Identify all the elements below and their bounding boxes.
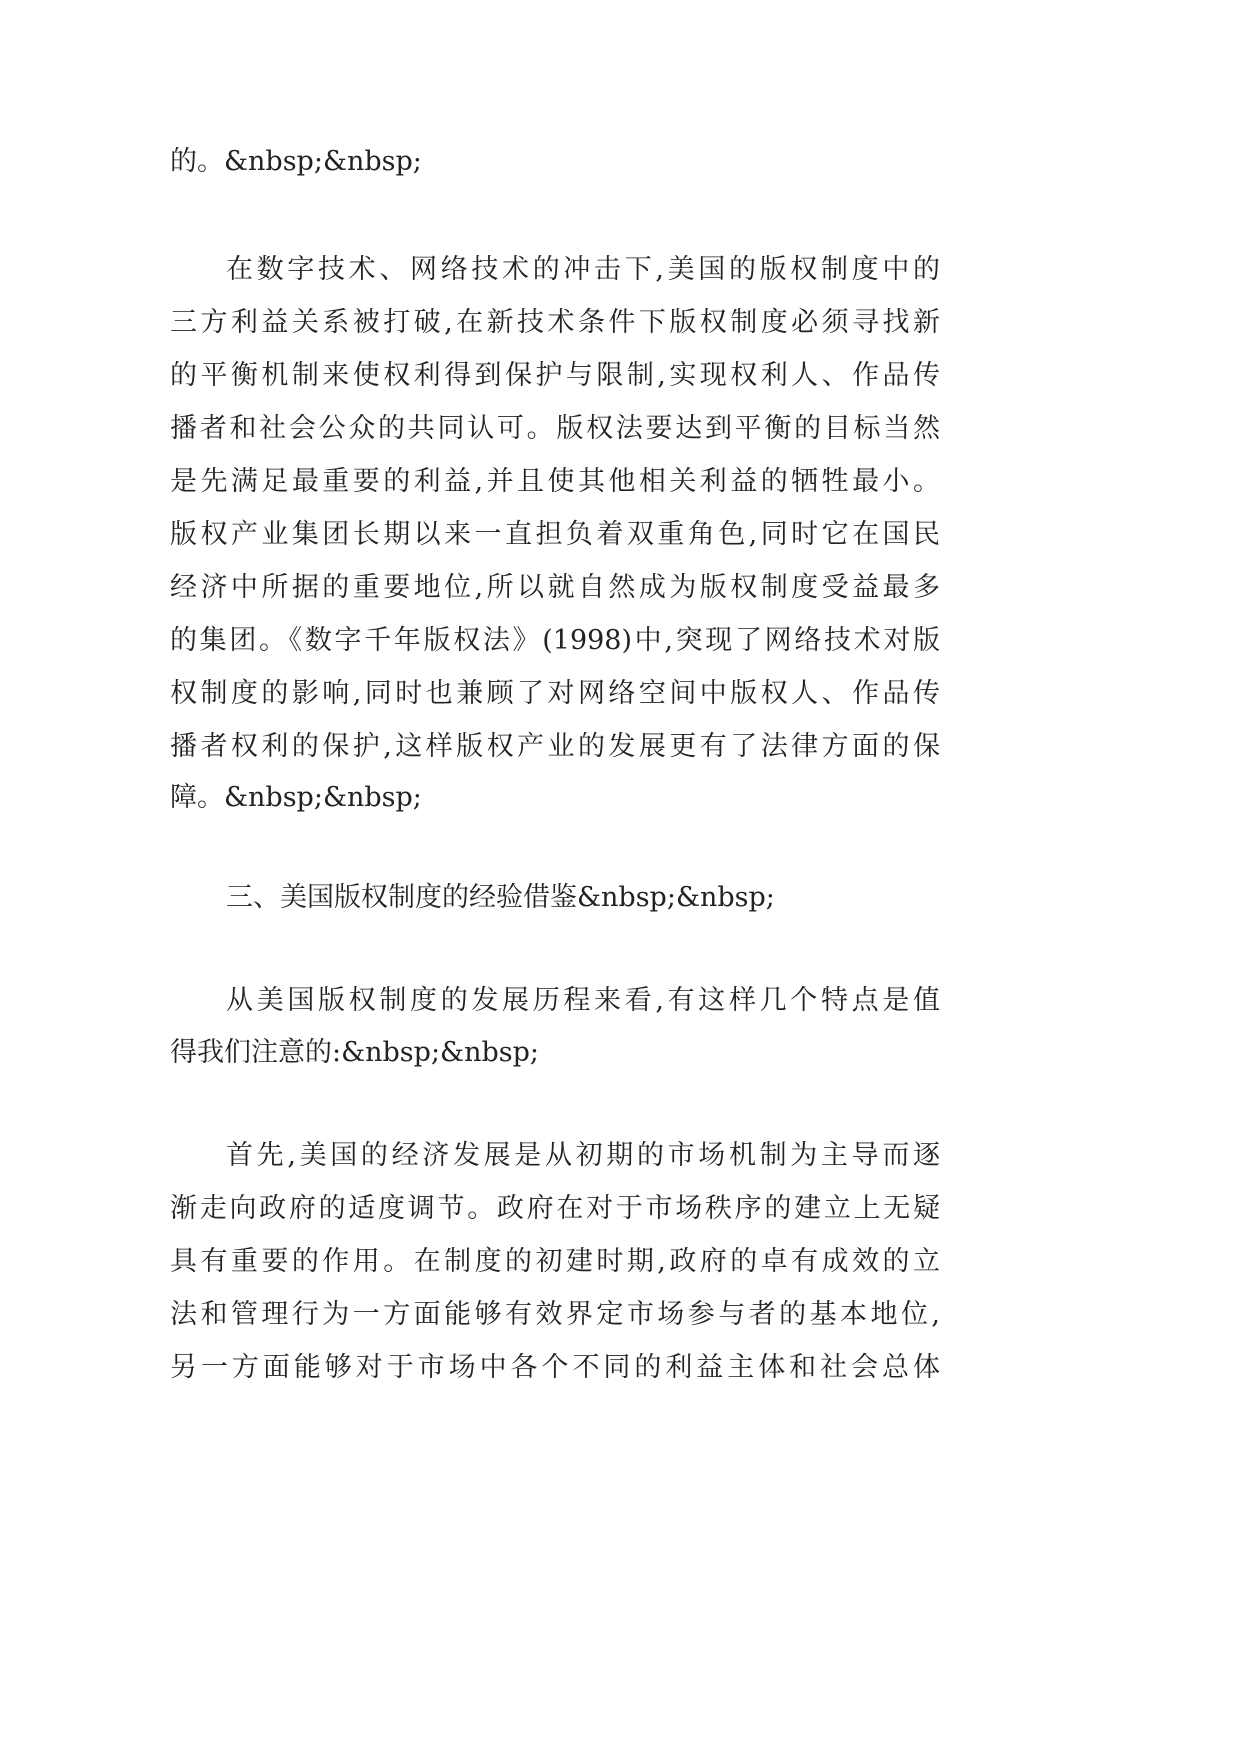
text-line: 另一方面能够对于市场中各个不同的利益主体和社会总体 [170, 1352, 940, 1383]
text-line: 的。&nbsp;&nbsp; [170, 146, 422, 177]
text-line: 首先,美国的经济发展是从初期的市场机制为主导而逐 [226, 1140, 940, 1171]
text-line: 的集团。《数字千年版权法》(1998)中,突现了网络技术对版 [170, 625, 940, 656]
text-line: 三方利益关系被打破,在新技术条件下版权制度必须寻找新 [170, 307, 940, 338]
text-line: 是先满足最重要的利益,并且使其他相关利益的牺牲最小。 [170, 466, 940, 497]
text-line: 渐走向政府的适度调节。政府在对于市场秩序的建立上无疑 [170, 1193, 940, 1224]
text-line: 版权产业集团长期以来一直担负着双重角色,同时它在国民 [170, 519, 940, 550]
heading-text: 三、美国版权制度的经验借鉴&nbsp;&nbsp; [226, 882, 775, 913]
text-line: 从美国版权制度的发展历程来看,有这样几个特点是值 [226, 985, 940, 1016]
text-line: 得我们注意的:&nbsp;&nbsp; [170, 1037, 539, 1068]
text-line: 播者和社会公众的共同认可。版权法要达到平衡的目标当然 [170, 413, 940, 444]
text-line: 障。&nbsp;&nbsp; [170, 782, 422, 813]
text-line: 播者权利的保护,这样版权产业的发展更有了法律方面的保 [170, 731, 940, 762]
text-line: 经济中所据的重要地位,所以就自然成为版权制度受益最多 [170, 572, 940, 603]
text-line: 具有重要的作用。在制度的初建时期,政府的卓有成效的立 [170, 1246, 940, 1277]
text-line: 法和管理行为一方面能够有效界定市场参与者的基本地位, [170, 1299, 940, 1330]
text-line: 在数字技术、网络技术的冲击下,美国的版权制度中的 [226, 254, 940, 285]
text-line: 权制度的影响,同时也兼顾了对网络空间中版权人、作品传 [170, 678, 940, 709]
text-line: 的平衡机制来使权利得到保护与限制,实现权利人、作品传 [170, 360, 940, 391]
